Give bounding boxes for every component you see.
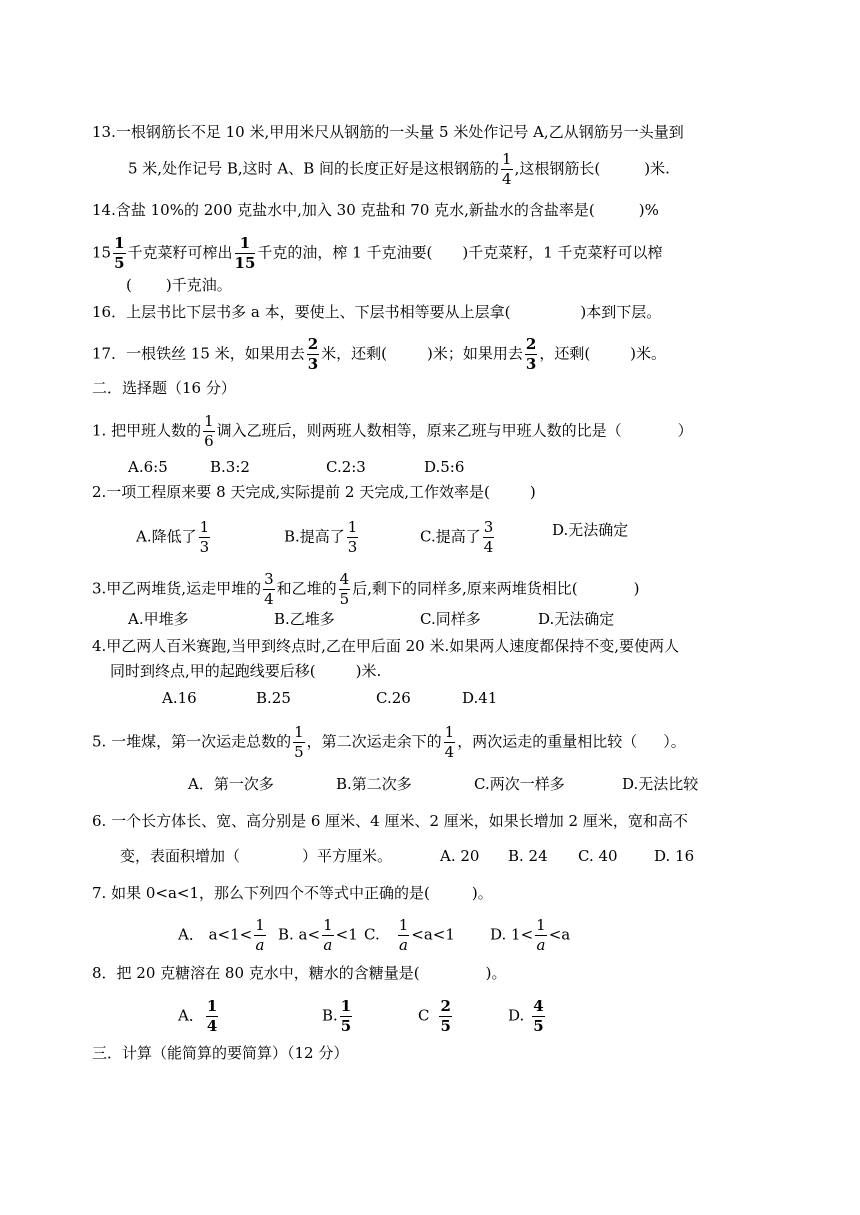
- fraction: $\frac{3}{4}$: [264, 570, 274, 608]
- c1-option-c: C.2:3: [326, 458, 366, 476]
- fraction: $\frac{1}{5}$: [114, 234, 125, 272]
- c3-option-b: B.乙堆多: [274, 610, 335, 628]
- fraction: $\frac{1}{4}$: [206, 997, 218, 1035]
- fraction: $\frac{1}{3}$: [347, 518, 358, 556]
- c7-option-b: B. a< $\frac{1}{a}$ <1: [278, 916, 358, 954]
- q16-line: [92, 302, 661, 322]
- fraction: $\frac{2}{3}$: [525, 335, 537, 373]
- c5-option-b: B.第二次多: [336, 775, 412, 793]
- section-3-title: 三．计算（能简算的要简算）（12 分）: [92, 1044, 349, 1062]
- q13-text-a: 5 米,处作记号 B,这时 A、B 间的长度正好是这根钢筋的: [128, 159, 500, 178]
- c1-option-d: D.5:6: [424, 458, 465, 476]
- section-2-title: 二．选择题（16 分）: [92, 379, 236, 397]
- fraction: $\frac{1}{4}$: [502, 150, 512, 188]
- q15-number: 15: [92, 243, 112, 262]
- fraction: $\frac{3}{4}$: [483, 518, 494, 556]
- c5-option-a: A．第一次多: [188, 775, 274, 793]
- q14-text-b: )%: [638, 201, 659, 219]
- q15-text-d: )千克油。: [165, 276, 232, 294]
- q14-text-a: 14.含盐 10%的 200 克盐水中,加入 30 克盐和 70 克水,新盐水的含盐率是(: [92, 201, 595, 219]
- c8-option-a: A． $\frac{1}{4}$: [178, 997, 218, 1035]
- fraction: $\frac{1}{a}$: [255, 916, 265, 954]
- c1-option-b: B.3:2: [210, 458, 250, 476]
- fraction: $\frac{4}{5}$: [339, 570, 350, 608]
- c1-question: 1. 把甲班人数的 $\frac{1}{6}$ 调入乙班后，则两班人数相等，原来乙班与甲班人数的比是（ ）: [92, 412, 693, 450]
- c6-option-a: A. 20: [440, 847, 480, 865]
- fraction: $\frac{1}{4}$: [444, 723, 455, 761]
- fraction: $\frac{1}{5}$: [294, 723, 304, 761]
- c2-option-c: C.提高了 $\frac{3}{4}$: [420, 518, 494, 556]
- c6-option-c: C. 40: [578, 847, 618, 865]
- q13-line2: [128, 152, 670, 187]
- fraction: $\frac{2}{5}$: [440, 997, 451, 1035]
- fraction: $\frac{1}{15}$: [234, 234, 256, 272]
- fraction: $\frac{1}{5}$: [340, 997, 352, 1035]
- q15-line2: ( )千克油。: [126, 276, 232, 294]
- c5-option-c: C.两次一样多: [474, 775, 565, 793]
- c4-line2: 同时到终点,甲的起跑线要后移( )米.: [110, 662, 382, 680]
- q14-line: [92, 200, 659, 220]
- q17-line: 17．一根铁丝 15 米，如果用去 $\frac{2}{3}$ 米，还剩( )米；如果用去 $\frac{2}{3}$ ，还剩( )米。: [92, 335, 667, 373]
- c4-option-d: D.41: [462, 689, 498, 707]
- c8-option-c: C $\frac{2}{5}$: [418, 997, 451, 1035]
- c4-option-c: C.26: [376, 689, 411, 707]
- c4-option-a: A.16: [162, 689, 197, 707]
- fraction: $\frac{1}{3}$: [199, 518, 210, 556]
- c7-option-d: D. 1< $\frac{1}{a}$ <a: [490, 916, 571, 954]
- c8-option-d: D. $\frac{4}{5}$: [508, 997, 544, 1035]
- fraction: $\frac{2}{3}$: [307, 335, 319, 373]
- q16-text-b: )本到下层。: [580, 303, 662, 321]
- c6-option-b: B. 24: [508, 847, 548, 865]
- c5-option-d: D.无法比较: [622, 775, 699, 793]
- q13-text-b: ,这根钢筋长(: [514, 159, 601, 178]
- fraction: $\frac{1}{a}$: [398, 916, 409, 954]
- q13-text-c: )米.: [644, 159, 670, 178]
- fraction: $\frac{1}{a}$: [536, 916, 546, 954]
- q15-text-c: )千克菜籽，1 千克菜籽可以榨: [462, 243, 663, 262]
- c7-option-c: C. $\frac{1}{a}$ <a<1: [364, 916, 455, 954]
- c3-option-c: C.同样多: [420, 610, 481, 628]
- c6-option-d: D. 16: [654, 847, 695, 865]
- c6-line1: 6. 一个长方体长、宽、高分别是 6 厘米、4 厘米、2 厘米，如果长增加 2 厘米，宽和高不: [92, 812, 688, 830]
- q15-text-b: 千克的油，榨 1 千克油要(: [257, 243, 433, 262]
- c2-option-d: D.无法确定: [552, 521, 629, 539]
- c4-option-b: B.25: [256, 689, 291, 707]
- c2-question: 2.一项工程原来要 8 天完成,实际提前 2 天完成,工作效率是( ): [92, 483, 536, 501]
- c2-option-a: A.降低了 $\frac{1}{3}$: [136, 518, 210, 556]
- c3-question: 3.甲乙两堆货,运走甲堆的 $\frac{3}{4}$ 和乙堆的 $\frac{4}{5}$ 后,剩下的同样多,原来两堆货相比( ): [92, 570, 640, 608]
- c4-line1: 4.甲乙两人百米赛跑,当甲到终点时,乙在甲后面 20 米.如果两人速度都保持不变,要使两人: [92, 637, 680, 655]
- q13-line1: 13.一根钢筋长不足 10 米,甲用米尺从钢筋的一头量 5 米处作记号 A,乙从钢筋另一头量到: [92, 123, 684, 141]
- c8-option-b: B. $\frac{1}{5}$: [322, 997, 352, 1035]
- c7-question: 7. 如果 0<a<1，那么下列四个不等式中正确的是( )。: [92, 884, 493, 902]
- fraction: $\frac{1}{6}$: [204, 412, 214, 450]
- c7-option-a: A． a<1< $\frac{1}{a}$: [178, 916, 265, 954]
- q15-text-a: 千克菜籽可榨出: [127, 243, 233, 262]
- c1-option-a: A.6:5: [128, 458, 168, 476]
- c3-option-a: A.甲堆多: [128, 610, 189, 628]
- c8-question: 8．把 20 克糖溶在 80 克水中，糖水的含糖量是( )。: [92, 964, 507, 982]
- fraction: $\frac{4}{5}$: [533, 997, 544, 1035]
- c6-line2: 变，表面积增加（ ）平方厘米。: [120, 847, 393, 865]
- q15-line1: [92, 236, 663, 271]
- c2-option-b: B.提高了 $\frac{1}{3}$: [284, 518, 358, 556]
- c3-option-d: D.无法确定: [538, 610, 615, 628]
- c5-question: 5. 一堆煤，第一次运走总数的 $\frac{1}{5}$ ，第二次运走余下的 $\frac{1}{4}$ ，两次运走的重量相比较（ ）。: [92, 723, 686, 761]
- fraction: $\frac{1}{a}$: [323, 916, 333, 954]
- q16-text-a: 16．上层书比下层书多 a 本，要使上、下层书相等要从上层拿(: [92, 303, 511, 321]
